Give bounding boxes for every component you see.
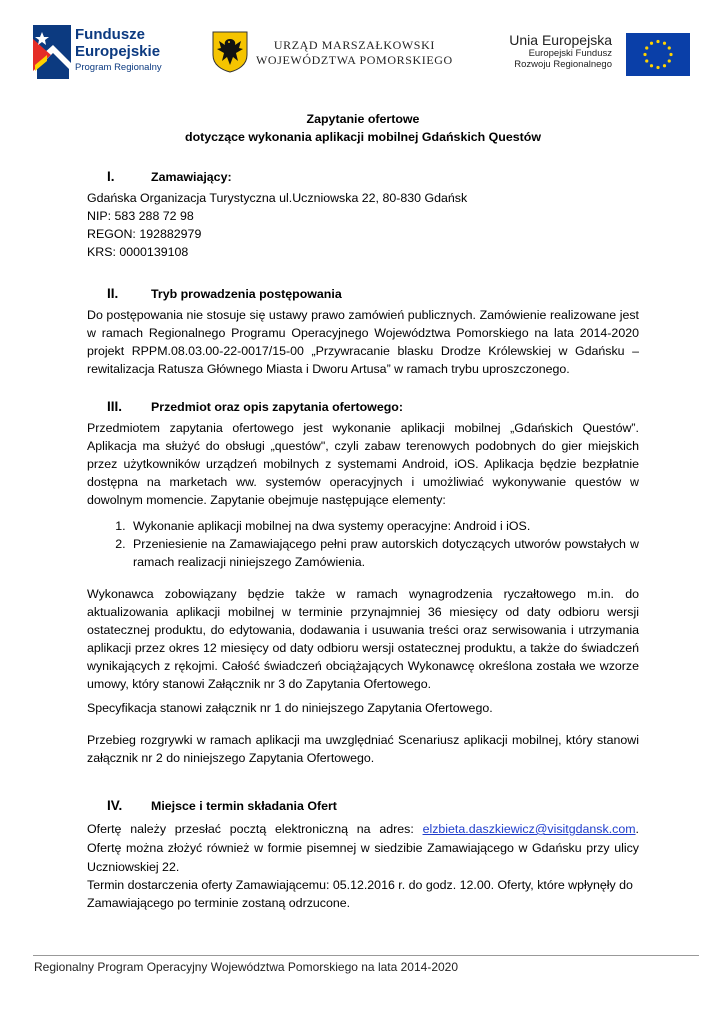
- offer-text-after: . Ofertę można złożyć również w formie pisemnej w siedzibie Zamawiającego w Gdańsku przy ulicy Uczniowskiej 22.: [87, 822, 639, 874]
- fe-line1: Fundusze: [75, 26, 145, 43]
- list-item: 2. Przeniesienie na Zamawiającego pełni praw autorskich dotyczących utworów powstałych w ramach realizacji niniejszego Zamówienia.: [129, 535, 639, 571]
- eu-star-icon: [668, 59, 671, 62]
- eu-star-icon: [645, 46, 648, 49]
- section-1-number: I.: [107, 169, 115, 184]
- ue-line3: Rozwoju Regionalnego: [514, 59, 612, 70]
- section-3-intro: Przedmiotem zapytania ofertowego jest wykonanie aplikacji mobilnej „Gdańskich Questów”. Aplikacja ma służyć do obsługi „questów", czyli zabaw terenowych podobnych do gier miejskich przez użytkowników urządzeń mobilnych z systemami Android, iOS. Aplikacja będzie bezpłatnie dostępna na marketach ww. systemów operacyjnych i umożliwiać wykonywanie questów w dowolnym momencie. Zapytanie obejmuje następujące elementy:: [87, 421, 639, 507]
- section-3-paragraph-2: Specyfikacja stanowi załącznik nr 1 do niniejszego Zapytania Ofertowego.: [87, 701, 493, 715]
- section-1-body: [87, 189, 639, 261]
- section-2-number: II.: [107, 286, 119, 301]
- section-1-title: Zamawiający:: [151, 170, 232, 184]
- title-line1: Zapytanie ofertowe: [306, 112, 420, 126]
- zamawiajacy-nip: NIP: 583 288 72 98: [87, 209, 194, 223]
- eu-star-icon: [669, 53, 672, 56]
- title-line2: dotyczące wykonania aplikacji mobilnej Gdańskich Questów: [185, 130, 541, 144]
- eu-star-icon: [656, 40, 659, 43]
- section-3-paragraph-1: Wykonawca zobowiązany będzie także w ramach wynagrodzenia ryczałtowego m.in. do aktualizowania aplikacji mobilnej w terminie przynajmniej 36 miesięcy od daty odbioru wersji ostatecznej produktu, do edytowania, dodawania i usuwania treści oraz serwisowania i utrzymania aplikacji przez okres 12 miesięcy od daty odbioru wersji ostatecznej produktu, a także do świadczeń wynikających z rękojmi. Całość świadczeń obciążających Wykonawcę określona została we wzorze umowy, który stanowi Załącznik nr 3 do Zapytania Ofertowego.: [87, 587, 639, 691]
- eu-flag-icon: [626, 33, 690, 76]
- urzad-marszalkowski-text: [256, 38, 453, 68]
- section-3-number: III.: [107, 399, 123, 414]
- pom-line1: URZĄD MARSZAŁKOWSKI: [273, 38, 435, 52]
- section-3-list: [87, 517, 639, 571]
- ue-line2: Europejski Fundusz: [528, 48, 612, 59]
- eu-star-icon: [663, 42, 666, 45]
- fe-line3: Program Regionalny: [75, 62, 162, 73]
- footer-text: Regionalny Program Operacyjny Województwa Pomorskiego na lata 2014-2020: [34, 960, 459, 974]
- section-4-paragraph-1: [87, 820, 639, 877]
- fundusze-europejskie-text: [75, 26, 162, 73]
- eu-star-icon: [663, 64, 666, 67]
- document-title: [87, 110, 639, 146]
- pom-line2: WOJEWÓDZTWA POMORSKIEGO: [256, 53, 453, 67]
- eu-star-icon: [643, 53, 646, 56]
- fundusze-europejskie-logo-icon: [33, 25, 71, 79]
- eu-star-icon: [650, 42, 653, 45]
- eu-star-icon: [645, 59, 648, 62]
- email-link[interactable]: elzbieta.daszkiewicz@visitgdansk.com: [422, 822, 636, 836]
- footer-divider: [33, 955, 699, 956]
- section-2-title: Tryb prowadzenia postępowania: [151, 287, 342, 301]
- zamawiajacy-regon: REGON: 192882979: [87, 227, 202, 241]
- fe-line2: Europejskie: [75, 43, 161, 60]
- unia-europejska-text: [490, 32, 612, 70]
- zamawiajacy-address: Gdańska Organizacja Turystyczna ul.Uczniowska 22, 80-830 Gdańsk: [87, 191, 468, 205]
- zamawiajacy-krs: KRS: 0000139108: [87, 245, 189, 259]
- ue-line1: Unia Europejska: [509, 32, 612, 48]
- pomorskie-coat-of-arms-icon: [212, 31, 248, 73]
- section-4-title: Miejsce i termin składania Ofert: [151, 799, 337, 813]
- section-4-paragraph-2: Termin dostarczenia oferty Zamawiającemu: 05.12.2016 r. do godz. 12.00. Oferty, które wpłynęły do Zamawiającego po terminie zostaną odrzucone.: [87, 878, 633, 910]
- eu-star-icon: [650, 64, 653, 67]
- section-4-number: IV.: [107, 798, 123, 813]
- offer-text-before: Ofertę należy przesłać pocztą elektroniczną na adres:: [87, 822, 423, 836]
- eu-star-icon: [656, 66, 659, 69]
- eu-star-icon: [668, 46, 671, 49]
- section-2-text: Do postępowania nie stosuje się ustawy prawo zamówień publicznych. Zamówienie realizowane jest w ramach Regionalnego Programu Operacyjnego Województwa Pomorskiego na lata 2014-2020 projekt RPPM.08.03.00-22-0017/15-00 „Przywracanie blasku Drodze Królewskiej w Gdańsku – rewitalizacja Ratusza Głównego Miasta i Dworu Artusa” w ramach trybu uproszczonego.: [87, 308, 639, 376]
- section-3-paragraph-3: Przebieg rozgrywki w ramach aplikacji ma uwzględniać Scenariusz aplikacji mobilnej, który stanowi załącznik nr 2 do niniejszego Zapytania Ofertowego.: [87, 733, 639, 765]
- section-3-title: Przedmiot oraz opis zapytania ofertowego:: [151, 400, 403, 414]
- list-item: 1. Wykonanie aplikacji mobilnej na dwa systemy operacyjne: Android i iOS.: [129, 517, 639, 535]
